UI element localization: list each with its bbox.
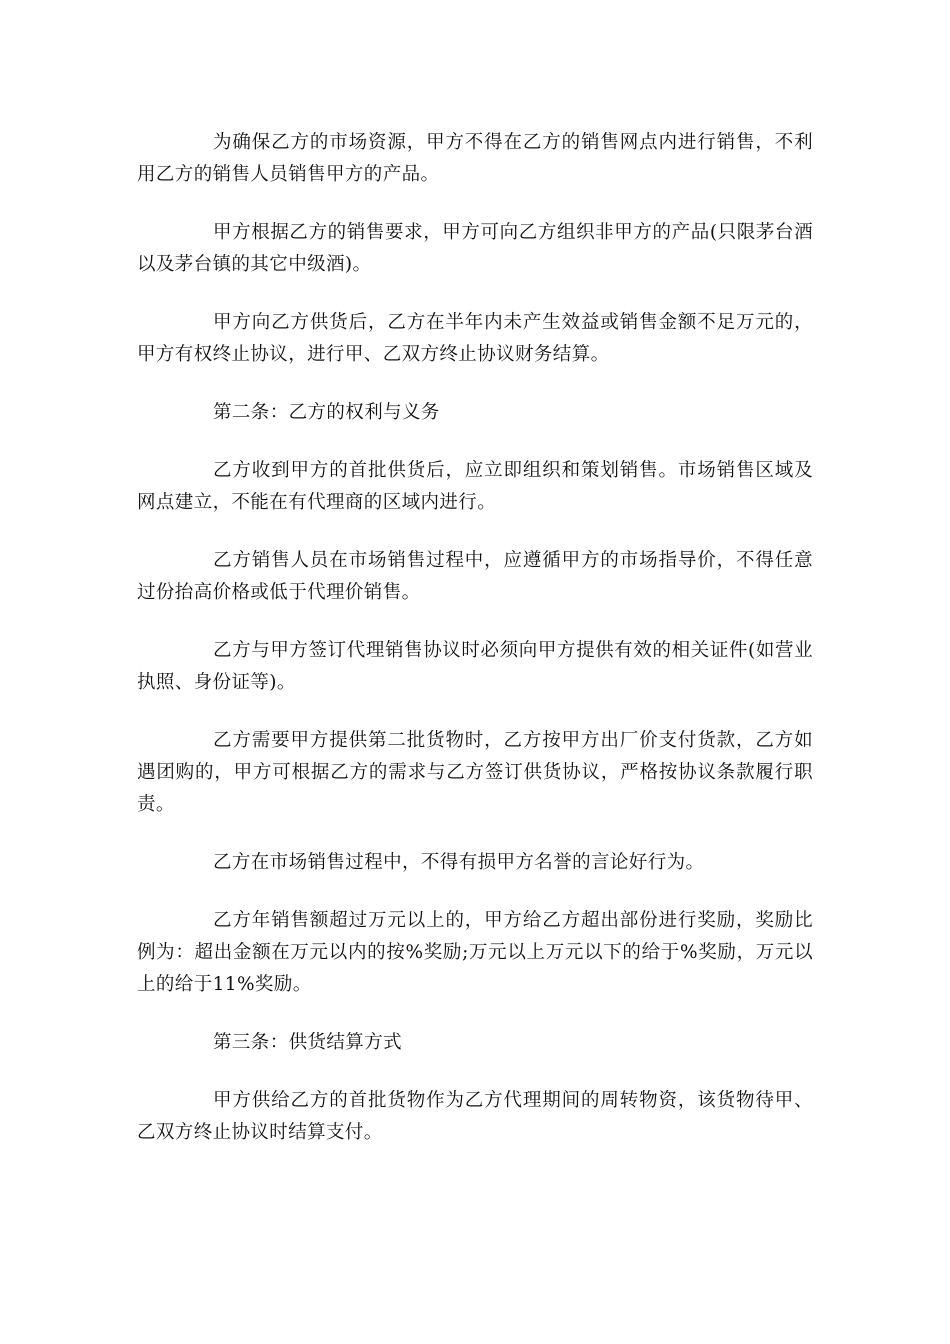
paragraph-price-guidance: 乙方销售人员在市场销售过程中，应遵循甲方的市场指导价，不得任意过份抬高价格或低于代理价销售。 bbox=[137, 550, 813, 603]
paragraph-termination-clause: 甲方向乙方供货后，乙方在半年内未产生效益或销售金额不足万元的，甲方有权终止协议，进行甲、乙双方终止协议财务结算。 bbox=[137, 312, 813, 365]
paragraph-non-party-products: 甲方根据乙方的销售要求，甲方可向乙方组织非甲方的产品(只限茅台酒以及茅台镇的其它中级酒)。 bbox=[137, 222, 813, 275]
paragraph-reputation: 乙方在市场销售过程中，不得有损甲方名誉的言论好行为。 bbox=[213, 852, 705, 873]
paragraph-second-batch: 乙方需要甲方提供第二批货物时，乙方按甲方出厂价支付货款，乙方如遇团购的，甲方可根据乙方的需求与乙方签订供货协议，严格按协议条款履行职责。 bbox=[137, 730, 813, 815]
paragraph-market-resources: 为确保乙方的市场资源，甲方不得在乙方的销售网点内进行销售，不利用乙方的销售人员销售甲方的产品。 bbox=[137, 132, 813, 185]
paragraph-first-supply: 乙方收到甲方的首批供货后，应立即组织和策划销售。市场销售区域及网点建立，不能在有代理商的区域内进行。 bbox=[137, 460, 813, 513]
heading-article-three: 第三条：供货结算方式 bbox=[213, 1032, 403, 1053]
paragraph-documents: 乙方与甲方签订代理销售协议时必须向甲方提供有效的相关证件(如营业执照、身份证等)。 bbox=[137, 640, 813, 693]
document-page bbox=[137, 127, 813, 1175]
heading-article-two: 第二条：乙方的权利与义务 bbox=[213, 402, 440, 423]
paragraph-settlement: 甲方供给乙方的首批货物作为乙方代理期间的周转物资，该货物待甲、乙双方终止协议时结算支付。 bbox=[137, 1090, 813, 1143]
paragraph-rewards: 乙方年销售额超过万元以上的，甲方给乙方超出部份进行奖励，奖励比例为：超出金额在万元以内的按%奖励;万元以上万元以下的给于%奖励，万元以上的给于11%奖励。 bbox=[137, 910, 813, 995]
